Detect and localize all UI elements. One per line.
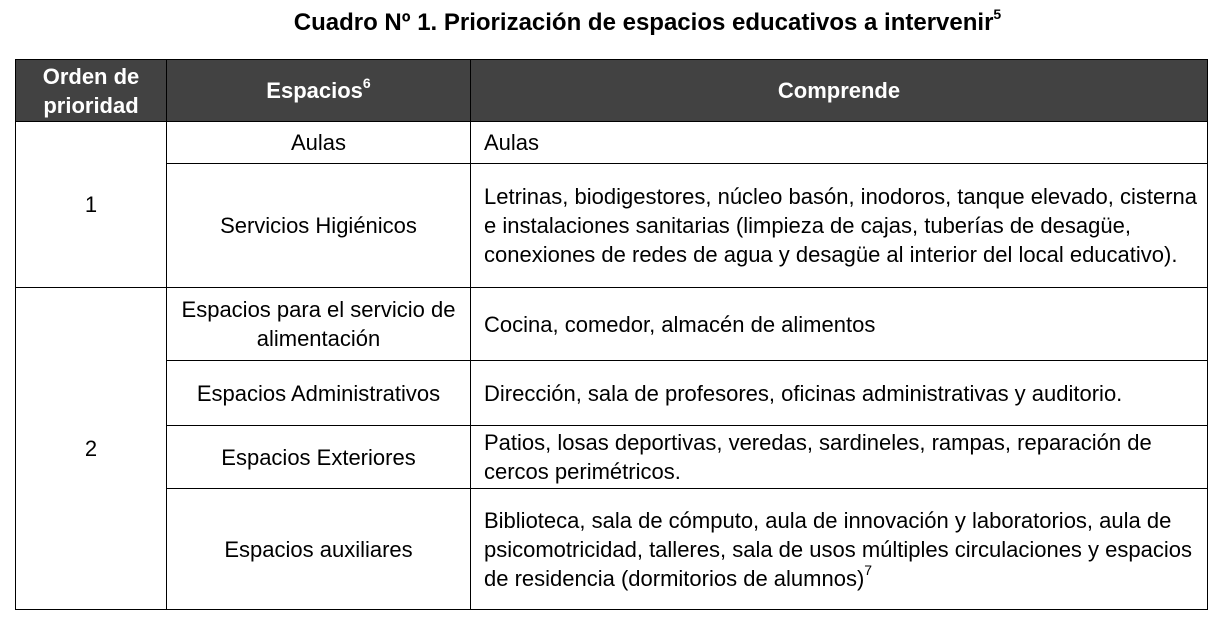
space-cell: Aulas <box>167 122 471 164</box>
header-spaces-footnote-marker: 6 <box>362 74 371 91</box>
header-spaces-label: Espacios <box>266 78 363 103</box>
priority-cell-2: 2 <box>16 288 167 610</box>
space-cell: Espacios Administrativos <box>167 361 471 426</box>
space-cell: Espacios para el servicio de alimentación <box>167 288 471 361</box>
table-row <box>16 288 1208 361</box>
space-cell: Espacios auxiliares <box>167 489 471 610</box>
comprises-cell: Letrinas, biodigestores, núcleo basón, inodoros, tanque elevado, cisterna e instalaciones sanitarias (limpieza de cajas, tuberías de desagüe, conexiones de redes de agua y desagüe al interior del local educativo). <box>471 164 1208 288</box>
header-spaces <box>167 60 471 122</box>
header-comprises: Comprende <box>471 60 1208 122</box>
comprises-text: Biblioteca, sala de cómputo, aula de innovación y laboratorios, aula de psicomotricidad, talleres, sala de usos múltiples circulaciones y espacios de residencia (dormitorios de alumnos) <box>484 507 1192 591</box>
table-row <box>16 361 1208 426</box>
title-footnote-marker: 5 <box>993 6 1002 22</box>
table-row <box>16 164 1208 288</box>
space-cell: Espacios Exteriores <box>167 426 471 489</box>
table-row <box>16 122 1208 164</box>
priority-table <box>15 59 1208 610</box>
table-header-row <box>16 60 1208 122</box>
comprises-cell: Cocina, comedor, almacén de alimentos <box>471 288 1208 361</box>
priority-cell-1: 1 <box>16 122 167 288</box>
comprises-cell <box>471 489 1208 610</box>
table-row <box>16 489 1208 610</box>
comprises-cell: Aulas <box>471 122 1208 164</box>
comprises-cell: Patios, losas deportivas, veredas, sardineles, rampas, reparación de cercos perimétricos. <box>471 426 1208 489</box>
comprises-footnote-marker: 7 <box>864 562 873 579</box>
comprises-cell: Dirección, sala de profesores, oficinas administrativas y auditorio. <box>471 361 1208 426</box>
table-row <box>16 426 1208 489</box>
table-title-text: Cuadro Nº 1. Priorización de espacios educativos a intervenir <box>293 9 994 36</box>
space-cell: Servicios Higiénicos <box>167 164 471 288</box>
header-priority: Orden de prioridad <box>16 60 167 122</box>
table-title <box>0 6 1221 40</box>
